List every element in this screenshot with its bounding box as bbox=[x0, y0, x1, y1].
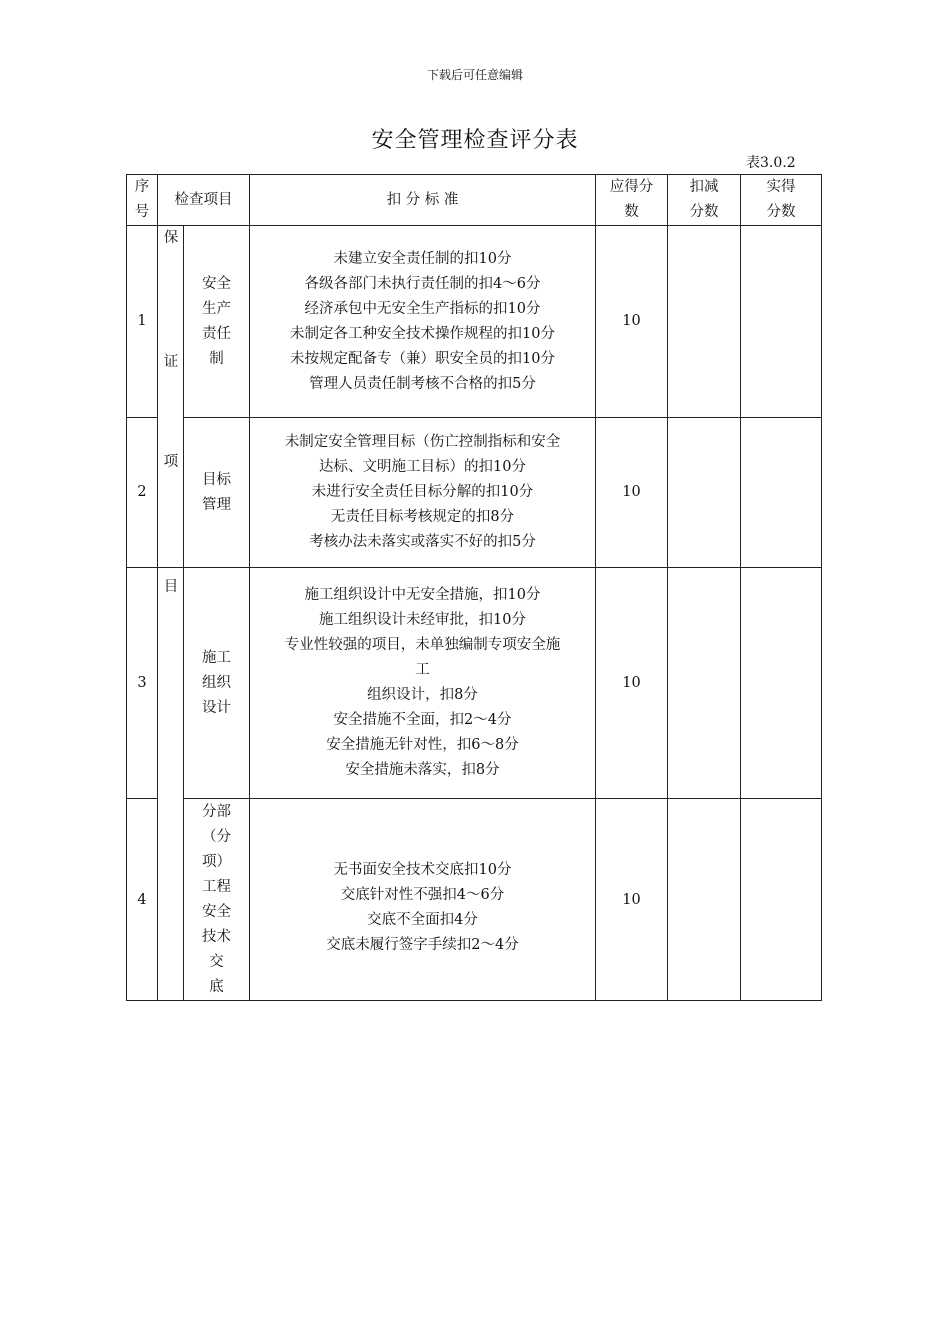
row-criteria: 未制定安全管理目标（伤亡控制指标和安全 达标、文明施工目标）的扣10分 未进行安全责任目标分解的扣10分 无责任目标考核规定的扣8分 考核办法未落实或落实不好的扣5分 bbox=[250, 418, 596, 568]
col-actual-header: 实得 分数 bbox=[741, 175, 822, 226]
row-criteria: 施工组织设计中无安全措施，扣10分 施工组织设计未经审批，扣10分 专业性较强的项目，未单独编制专项安全施 工 组织设计，扣8分 安全措施不全面，扣2～4分 安全措施无针对性，扣6～8分 安全措施未落实，扣8分 bbox=[250, 568, 596, 799]
row-actual-score bbox=[741, 418, 822, 568]
row-actual-score bbox=[741, 226, 822, 418]
table-row bbox=[127, 799, 822, 1001]
row-criteria: 未建立安全责任制的扣10分 各级各部门未执行责任制的扣4～6分 经济承包中无安全生产指标的扣10分 未制定各工种安全技术操作规程的扣10分 未按规定配备专（兼）职安全员的扣10分 管理人员责任制考核不合格的扣5分 bbox=[250, 226, 596, 418]
header-note: 下载后可任意编辑 bbox=[426, 68, 523, 82]
row-item: 安全 生产 责任 制 bbox=[184, 226, 250, 418]
table-row bbox=[127, 418, 822, 568]
col-item-header: 检查项目 bbox=[158, 175, 250, 226]
row-deduct-score bbox=[668, 568, 741, 799]
row-criteria: 无书面安全技术交底扣10分 交底针对性不强扣4～6分 交底不全面扣4分 交底未履行签字手续扣2～4分 bbox=[250, 799, 596, 1001]
table-code: 表3.0.2 bbox=[746, 155, 796, 171]
row-item: 分部 （分 项） 工程 安全 技术 交 底 bbox=[184, 799, 250, 1001]
col-due-header: 应得分 数 bbox=[596, 175, 668, 226]
row-seq: 2 bbox=[127, 418, 158, 568]
row-deduct-score bbox=[668, 799, 741, 1001]
header-row bbox=[127, 175, 822, 226]
score-table bbox=[126, 174, 822, 1001]
row-item: 目标 管理 bbox=[184, 418, 250, 568]
row-seq: 3 bbox=[127, 568, 158, 799]
row-seq: 4 bbox=[127, 799, 158, 1001]
group-label-bottom: 目 bbox=[158, 568, 184, 1001]
row-due-score: 10 bbox=[596, 568, 668, 799]
row-deduct-score bbox=[668, 418, 741, 568]
row-due-score: 10 bbox=[596, 799, 668, 1001]
col-criteria-header: 扣 分 标 准 bbox=[250, 175, 596, 226]
table-row bbox=[127, 568, 822, 799]
row-seq: 1 bbox=[127, 226, 158, 418]
col-seq-header: 序 号 bbox=[127, 175, 158, 226]
table-row bbox=[127, 226, 822, 418]
page-title: 安全管理检查评分表 bbox=[371, 128, 579, 153]
row-deduct-score bbox=[668, 226, 741, 418]
row-actual-score bbox=[741, 568, 822, 799]
group-label-top: 保 证 项 bbox=[158, 226, 184, 568]
row-due-score: 10 bbox=[596, 418, 668, 568]
row-due-score: 10 bbox=[596, 226, 668, 418]
row-item: 施工 组织 设计 bbox=[184, 568, 250, 799]
row-actual-score bbox=[741, 799, 822, 1001]
col-deduct-header: 扣减 分数 bbox=[668, 175, 741, 226]
